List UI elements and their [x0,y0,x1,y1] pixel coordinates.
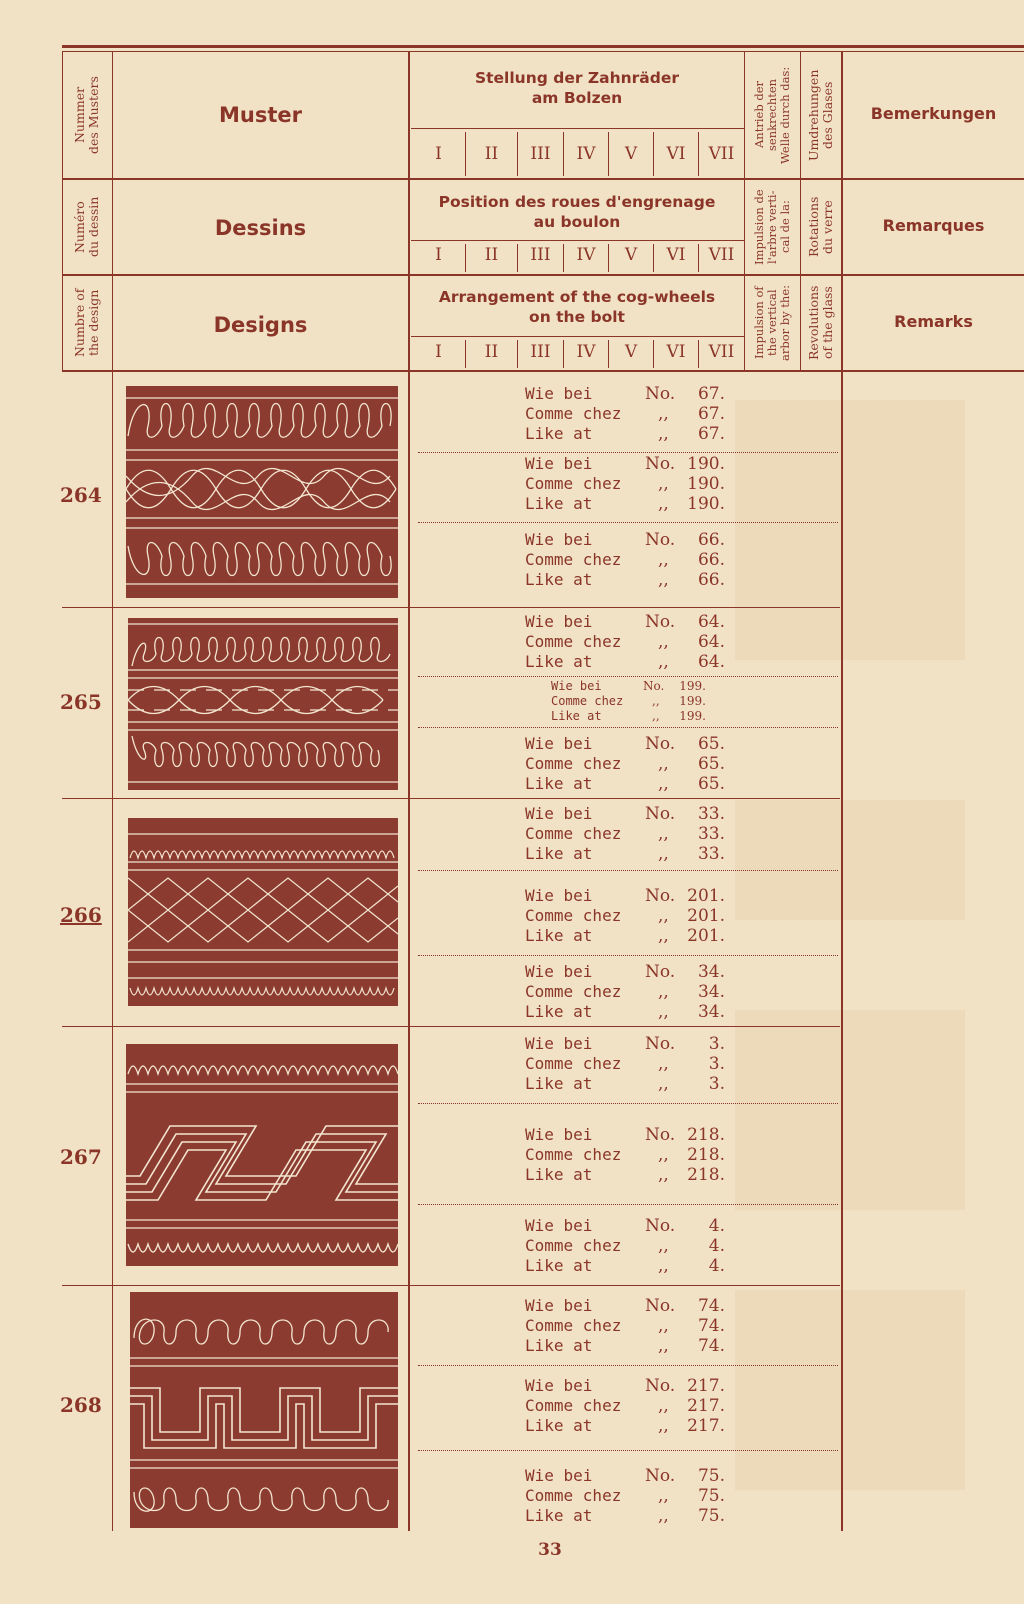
gear-subheader-rule [411,128,744,129]
header-revolutions-en: Revolutions of the glass [806,285,835,361]
gear-subheader-rule [411,240,744,241]
col-rule-revolutions [841,51,843,1531]
ref-separator [418,1204,838,1205]
pattern-image-268 [130,1292,398,1528]
header-arrangement-de: Stellung der Zahnräder am Bolzen [474,69,680,107]
header-number-en: Numbre of the design [72,288,101,358]
col-rule-left [62,51,63,372]
pattern-image-264 [126,386,398,598]
ref-block: Wie bei No. 67. Comme chez ,, 67. Like at ,, 67. [525,384,725,444]
ref-separator [418,452,838,453]
ref-separator [418,1365,838,1366]
header-arrangement-fr: Position des roues d'engrenage au boulon [438,193,716,231]
header-impulse-de: Antrieb der senkrechten Welle durch das: [752,66,792,164]
header-remarks-fr: Remarques [882,216,985,235]
loop-border [128,404,391,438]
design-number: 265 [60,690,102,714]
ref-separator [418,676,838,677]
header-bottom-rule [62,370,1024,372]
loop-border [128,543,391,576]
ref-separator [418,870,838,871]
header-divider [62,178,1024,180]
header-design-de: Muster [219,103,302,127]
header-design-en: Designs [213,313,308,337]
pattern-image-265 [128,618,398,790]
ref-block: Wie bei No. 201. Comme chez ,, 201. Like at ,, 201. [525,886,725,946]
ref-separator [418,522,838,523]
ref-separator [418,955,838,956]
show-through [735,1290,965,1490]
ref-block: Wie bei No. 218. Comme chez ,, 218. Like at ,, 218. [525,1125,725,1185]
design-number: 264 [60,483,102,507]
header-revolutions-fr: Rotations du verre [806,196,835,258]
header-revolutions-de: Umdrehungen des Glases [806,69,835,161]
design-number: 267 [60,1145,102,1169]
header-impulse-fr: Impulsion de l'arbre verti- cal de la: [752,189,792,265]
show-through [735,400,965,660]
ref-separator [418,1450,838,1451]
ref-block: Wie bei No. 4. Comme chez ,, 4. Like at ,, 4. [525,1216,725,1276]
lattice-border [126,468,396,509]
header-number-fr: Numéro du dessin [72,196,101,258]
design-number: 268 [60,1393,102,1417]
row-separator [62,798,840,799]
design-number: 266 [60,903,102,927]
page-number: 33 [538,1540,562,1560]
header-arrangement-en: Arrangement of the cog-wheels on the bolt [438,288,716,326]
header-number-de: Nummer des Musters [72,76,101,154]
row-separator [62,1026,840,1027]
ref-block: Wie bei No. 66. Comme chez ,, 66. Like at ,, 66. [525,530,725,590]
ref-block: Wie bei No. 64. Comme chez ,, 64. Like at ,, 64. [525,612,725,672]
row-separator [62,1285,840,1286]
top-rule [62,45,1024,48]
col-rule-number [112,51,113,1531]
ref-block: Wie bei No. 33. Comme chez ,, 33. Like at ,, 33. [525,804,725,864]
top-rule-thin [62,51,1024,52]
ref-block-small: Wie bei No. 199. Comme chez ,, 199. Like at ,, 199. [551,679,706,723]
header-remarks-en: Remarks [894,312,973,331]
gear-subheader-rule [411,336,744,337]
ref-block: Wie bei No. 65. Comme chez ,, 65. Like at ,, 65. [525,734,725,794]
catalog-page: Nummer des Musters Muster Stellung der Zahnräder am Bolzen I II III IV V VI VII Antrieb der senkrechten Welle durch das: Umdrehungen des Glases Bemerkungen Numéro du dessin Dessins Position des roues d'engrenage au boulon I II III IV V VI VII Impulsion de l'arbre verti- cal de la: Rotations du verre Remarques Numbre of the design Designs Arrangement of the cog-wheels on the bolt I II III IV V VI VII Impulsion of the vertical arbor by the: Revolutions of the glass Remarks 264 265 266 267 268 Wie bei No. 67. Comme chez ,, 67. Like at ,, 67. Wie bei No. 190. Comme chez ,, 190. Like at ,, 190. Wie bei No. 66. Comme chez ,, 66. Like at ,, 66. Wie bei No. 64. Comme chez ,, 64. Like at ,, 64. Wie bei No. 199. Comme chez ,, 199. Like at ,, 199. Wie bei No. 65. Comme chez ,, 65. Like at ,, 65. Wie bei No. 33. Comme chez ,, 33. Like at ,, 33. Wie bei No. 201. Comme chez ,, 201. Like at ,, 201. Wie bei No. 34. Comme chez ,, 34. Like at ,, 34. Wie bei No. 3. Comme chez ,, 3. Like at ,, 3. Wie bei No. 218. Comme chez ,, 218. Like at ,, 218. Wie bei No. 4. Comme chez ,, 4. Like at ,, 4. Wie bei No. 74. Comme chez ,, 74. Like at ,, 74. Wie bei No. 217. Comme chez ,, 217. Like at ,, 217. Wie bei No. 75. Comme chez ,, 75. Like at ,, 75. 33 [0,0,1024,1604]
show-through [735,800,965,920]
ref-block: Wie bei No. 75. Comme chez ,, 75. Like at ,, 75. [525,1466,725,1526]
header-impulse-en: Impulsion of the vertical arbor by the: [752,285,792,362]
ref-separator [418,727,838,728]
pattern-image-267 [126,1044,398,1266]
ref-separator [418,1103,838,1104]
ref-block: Wie bei No. 217. Comme chez ,, 217. Like at ,, 217. [525,1376,725,1436]
col-rule-design [408,51,410,1531]
ref-block: Wie bei No. 3. Comme chez ,, 3. Like at ,, 3. [525,1034,725,1094]
ref-block: Wie bei No. 34. Comme chez ,, 34. Like at ,, 34. [525,962,725,1022]
row-separator [62,607,840,608]
header-remarks-de: Bemerkungen [870,104,997,123]
ref-block: Wie bei No. 190. Comme chez ,, 190. Like at ,, 190. [525,454,725,514]
header-design-fr: Dessins [214,216,307,240]
pattern-image-266 [128,818,398,1006]
header-divider [62,274,1024,276]
ref-block: Wie bei No. 74. Comme chez ,, 74. Like at ,, 74. [525,1296,725,1356]
show-through [735,1010,965,1210]
